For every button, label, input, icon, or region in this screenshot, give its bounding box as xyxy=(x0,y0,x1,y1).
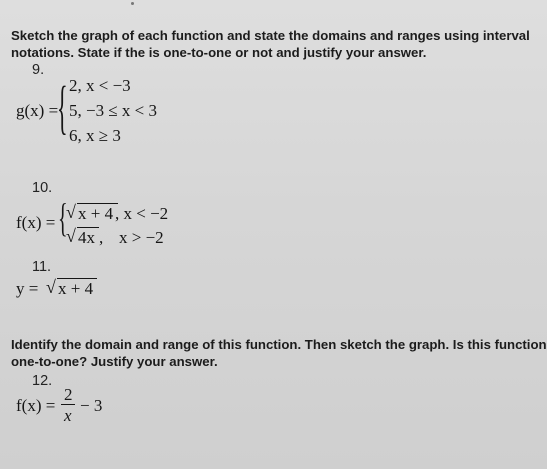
problem-12-numerator: 2 xyxy=(64,385,73,404)
problem-12-number: 12. xyxy=(32,373,53,389)
problem-10-case-2-radicand: 4x xyxy=(78,228,95,247)
problem-10-brace: { xyxy=(58,197,68,241)
problem-10-case-1-radical-sign: √ xyxy=(66,202,76,222)
problem-9-brace: { xyxy=(57,73,68,141)
problem-10-case-1-radicand: x + 4 xyxy=(78,204,114,223)
problem-10-case-2-condition: x > −2 xyxy=(119,228,164,247)
instructions-2-line-1: Identify the domain and range of this function. Then sketch the graph. Is this function xyxy=(11,337,547,352)
problem-11-number: 11. xyxy=(32,259,52,275)
problem-10-case-2-radical-sign: √ xyxy=(66,226,76,246)
instructions-line-2: notations. State if the is one-to-one or not and justify your answer. xyxy=(11,45,427,60)
instructions-2-line-2: one-to-one? Justify your answer. xyxy=(11,354,218,369)
problem-9-case-1: 2, x < −3 xyxy=(69,76,131,95)
instructions-line-1: Sketch the graph of each function and state the domains and ranges using interval xyxy=(11,28,530,43)
problem-9-number: 9. xyxy=(32,62,45,78)
problem-10-case-1-condition: , x < −2 xyxy=(115,204,169,223)
problem-11-radicand: x + 4 xyxy=(58,279,94,298)
problem-12-fraction-bar xyxy=(61,404,75,405)
page-speck xyxy=(131,2,134,5)
problem-12-constant: − 3 xyxy=(80,396,103,415)
problem-10-case-2-comma: , xyxy=(99,228,104,247)
problem-12-denominator: x xyxy=(64,406,72,425)
problem-9-case-2: 5, −3 ≤ x < 3 xyxy=(69,101,158,120)
problem-9-case-3: 6, x ≥ 3 xyxy=(69,126,121,145)
problem-11-radical-sign: √ xyxy=(46,277,56,297)
problem-11-lhs: y = xyxy=(16,279,39,298)
problem-9-lhs: g(x) = xyxy=(16,101,59,120)
problem-10-lhs: f(x) = xyxy=(16,213,56,232)
problem-10-number: 10. xyxy=(32,180,53,196)
problem-12-lhs: f(x) = xyxy=(16,396,56,415)
